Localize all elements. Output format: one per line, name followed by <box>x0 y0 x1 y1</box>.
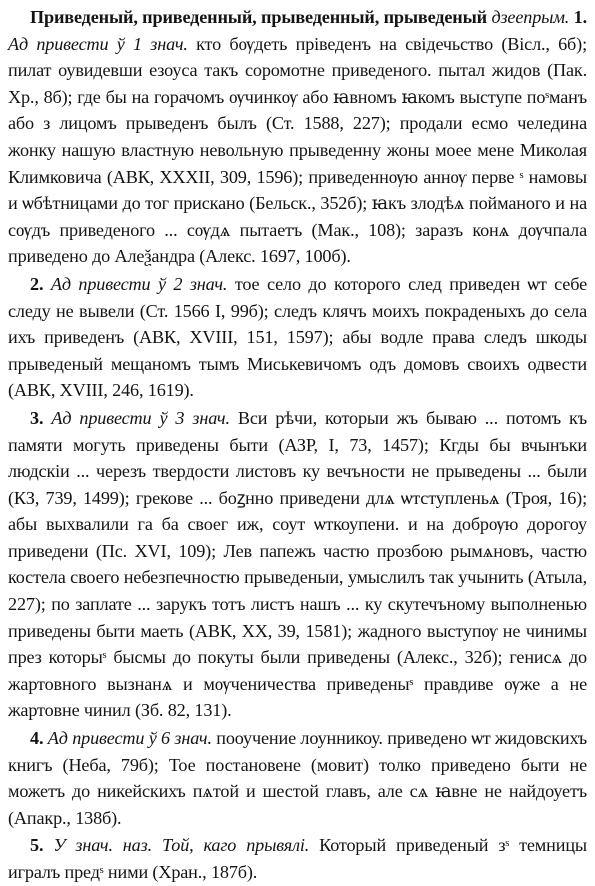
sense-definition: Ад привести ў 6 знач. <box>47 728 212 749</box>
sense-number: 4. <box>30 728 44 749</box>
sense-number: 1. <box>573 7 587 27</box>
dictionary-entry-sense-3 <box>8 405 587 724</box>
sense-citations: пооучение лоунникоу. приведено ѡт жидовскихъ книгъ (Неба, 79б); Тое постановене (мовит) толко приведено быти не можетъ до никейскихъ пѧтой и шестой главъ, але сѧ ꙗвне не найдоуетъ (Апакр., 138б). <box>8 728 587 828</box>
sense-number: 3. <box>30 407 44 428</box>
sense-citations: кто бѹдеть прiведенъ на свідечьство (Вісл., 6б); пилат оувидевши езоуса такъ соромотне приведеного. пытал жидов (Пак. Хр., 8б); где бы на горачомъ ѹчинкѹ або ꙗвномъ ꙗкомъ выступе поˢманъ або з лицомъ прыведенъ былъ (Ст. 1588, 227); продали есмо челедина жонку нашую властную невольную прыведенну жоны моее мене Миколая Климковича (АВК, XXXII, 309, 1596); приведеннѹю аннѹ перве ˢ намовы и ѡбѣтницами до тог прискано (Бельск., 352б); ꙗкъ злодѣѧ пойманого и на сѹдъ приведеного ... сѹдѧ пытаетъ (Мак., 108); заразъ конѧ дѹчпала приведено до Алеѯандра (Алекс. 1697, 100б). <box>8 33 587 267</box>
sense-definition: Ад привести ў 1 знач. <box>8 33 188 54</box>
sense-citations: тое село до которого след приведен ѡт себе следу не вывели (Ст. 1566 I, 99б); следъ клячъ моихъ покраденыхъ до села ихъ приведенъ (АВК, XVIII, 151, 1597); абы водле права следъ шкоды прыведеный мещаномъ тымъ Миськевичомъ одъ домовъ своихъ одвести (АВК, XVIII, 246, 1619). <box>8 273 587 401</box>
sense-citations: Который приведеный зˢ темницы игралъ предˢ ними (Хран., 187б). <box>8 835 587 882</box>
dictionary-entry-sense-2 <box>8 271 587 404</box>
sense-definition: Ад привести ў 2 знач. <box>50 273 228 294</box>
sense-number: 2. <box>30 273 44 294</box>
sense-definition: У знач. наз. Той, каго прывялі. <box>53 835 310 856</box>
sense-number: 5. <box>30 835 44 856</box>
sense-definition: Ад привести ў 3 знач. <box>51 407 230 428</box>
dictionary-entry-sense-1 <box>8 4 587 270</box>
dictionary-entry-sense-4 <box>8 725 587 831</box>
dictionary-entry-sense-5 <box>8 832 587 885</box>
part-of-speech: дзеепрым. <box>491 7 570 27</box>
sense-citations: Вси рѣчи, которыи жъ бываю ... потомъ къ памяти могуть приведены быти (АЗР, I, 73, 1457); Кгды бы вчынъки людскіи ... черезъ твердости листовъ ку вечъности не прыведены ... были (КЗ, 739, 1499); грекове ... боꙁнно приведени длѧ ѡтступленьѧ (Троя, 16); абы выхвалили га ба своег иж, соут ѡткоупени. и на добрѹю дорогоу приведени (Пс. XVI, 109); Лев папежъ частю прозбою рымѧновъ, частю костела своего небезпечностю прыведеныи, умыслилъ так учынить (Атыла, 227); по заплате ... зарукъ тотъ листъ нашъ ... ку скутечъному выполненью приведены быти маеть (АВК, XX, 39, 1581); жадного выступѹ не чинимы през которыˢ бысмы до покуты были приведены (Алекс., 32б); генисѧ до жартовного вызнанѧ и мѹченичества приведеныˢ правдиве ѹже а не жартовне чинил (Зб. 82, 131). <box>8 407 587 721</box>
entry-headword: Приведеный, приведенный, прыведенный, прыведеный <box>30 7 487 27</box>
